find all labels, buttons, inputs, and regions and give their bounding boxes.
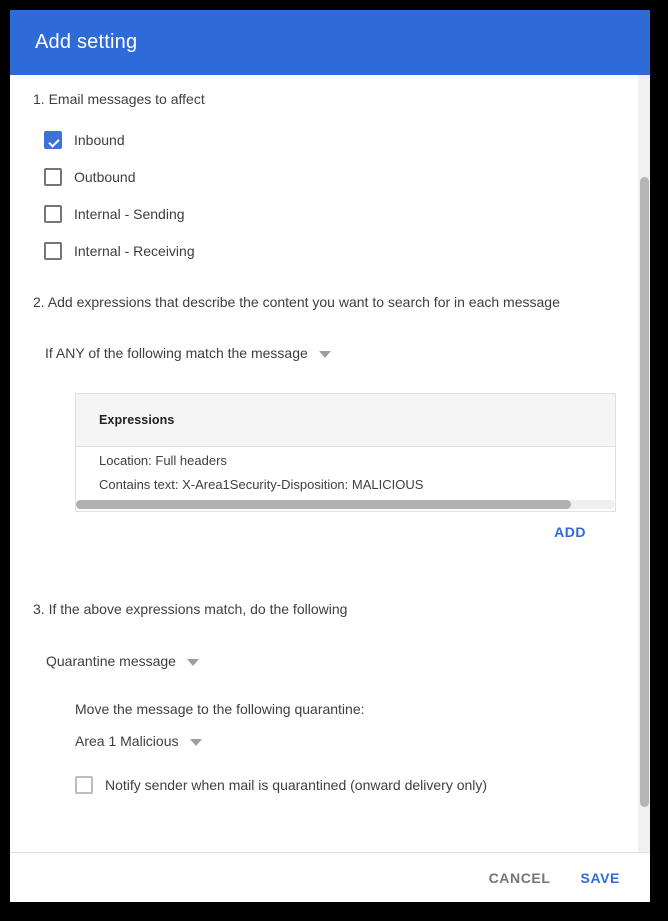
checkbox-row-outbound[interactable] <box>44 168 650 186</box>
section1-heading: 1. Email messages to affect <box>33 91 205 107</box>
vertical-scrollbar-thumb[interactable] <box>640 177 649 807</box>
expressions-table <box>75 393 616 512</box>
expressions-table-header <box>76 394 615 447</box>
vertical-scrollbar[interactable] <box>638 75 650 852</box>
checkbox-row-internal-receiving[interactable] <box>44 242 650 260</box>
email-direction-checkbox-group <box>44 131 650 260</box>
section3-heading: 3. If the above expressions match, do the following <box>33 601 348 617</box>
checkbox-row-notify-sender[interactable] <box>75 776 650 794</box>
add-setting-dialog <box>10 10 650 902</box>
dropdown-caret-icon <box>187 659 199 666</box>
dialog-content <box>10 75 650 852</box>
save-button[interactable]: SAVE <box>580 869 620 886</box>
expression-row-contains-text[interactable]: Contains text: X-Area1Security-Disposition: MALICIOUS <box>99 477 424 492</box>
horizontal-scrollbar[interactable] <box>76 500 615 509</box>
outbound-checkbox[interactable] <box>44 168 62 186</box>
quarantine-target-label: Move the message to the following quarantine: <box>75 701 365 717</box>
expression-row-location[interactable]: Location: Full headers <box>99 453 227 468</box>
expressions-table-body <box>76 447 615 499</box>
dialog-footer <box>10 852 650 902</box>
dialog-title: Add setting <box>35 31 138 53</box>
internal-sending-checkbox[interactable] <box>44 205 62 223</box>
match-condition-dropdown[interactable] <box>45 345 650 361</box>
checkbox-row-internal-sending[interactable] <box>44 205 650 223</box>
inbound-checkbox-label: Inbound <box>74 132 125 148</box>
dialog-header <box>10 10 650 75</box>
dropdown-caret-icon <box>319 351 331 358</box>
cancel-button[interactable]: CANCEL <box>488 869 551 886</box>
internal-receiving-checkbox[interactable] <box>44 242 62 260</box>
section2-heading: 2. Add expressions that describe the content you want to search for in each message <box>33 294 560 310</box>
notify-sender-checkbox-label: Notify sender when mail is quarantined (onward delivery only) <box>105 777 488 793</box>
notify-sender-checkbox[interactable] <box>75 776 93 794</box>
action-dropdown-value: Quarantine message <box>46 653 176 669</box>
internal-receiving-checkbox-label: Internal - Receiving <box>74 243 195 259</box>
add-expression-row <box>75 524 616 542</box>
inbound-checkbox[interactable] <box>44 131 62 149</box>
outbound-checkbox-label: Outbound <box>74 169 136 185</box>
expressions-column-header: Expressions <box>99 413 175 427</box>
dropdown-caret-icon <box>190 739 202 746</box>
quarantine-dropdown-value: Area 1 Malicious <box>75 733 179 749</box>
quarantine-dropdown[interactable] <box>75 733 650 749</box>
checkbox-row-inbound[interactable] <box>44 131 650 149</box>
action-dropdown[interactable] <box>46 653 650 669</box>
internal-sending-checkbox-label: Internal - Sending <box>74 206 185 222</box>
add-expression-button[interactable]: ADD <box>554 524 586 540</box>
horizontal-scrollbar-thumb[interactable] <box>76 500 571 509</box>
match-condition-dropdown-value: If ANY of the following match the message <box>45 345 308 361</box>
